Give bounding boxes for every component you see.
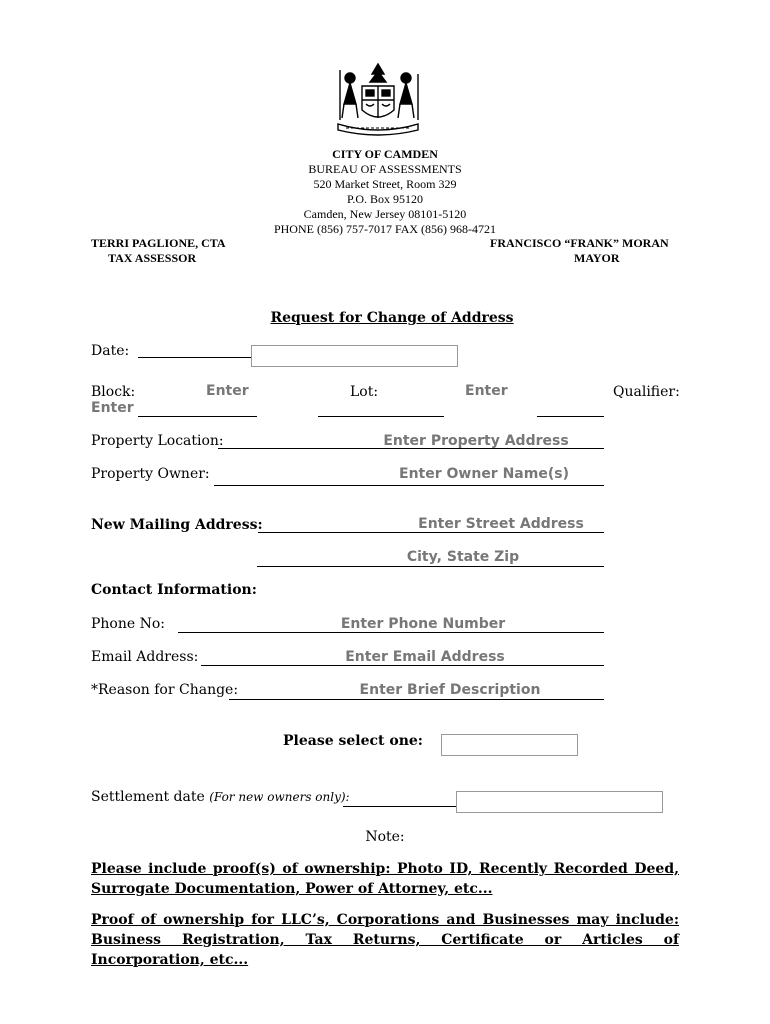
city-seal-image — [332, 60, 424, 136]
reason-input[interactable]: Enter Brief Description — [359, 682, 541, 698]
email-input[interactable]: Enter Email Address — [345, 649, 505, 665]
reason-underline — [229, 699, 604, 700]
city-state-zip-input[interactable]: City, State Zip — [406, 549, 520, 565]
property-owner-label: Property Owner: — [91, 466, 210, 482]
city-seal-icon — [332, 60, 424, 136]
note-proof-ownership: Please include proof(s) of ownership: Photo ID, Recently Recorded Deed, Surrogate Documentation, Power of Attorney, etc... — [91, 861, 679, 897]
mayor-title: MAYOR — [574, 251, 620, 265]
settlement-label — [91, 789, 350, 805]
phone-input[interactable]: Enter Phone Number — [340, 616, 506, 632]
block-label: Block: — [91, 384, 136, 400]
date-input[interactable] — [251, 345, 458, 367]
bureau-name: BUREAU OF ASSESSMENTS — [308, 162, 462, 176]
qualifier-label: Qualifier: — [613, 384, 680, 400]
settlement-note: (For new owners only): — [209, 790, 350, 804]
property-location-input[interactable]: Enter Property Address — [383, 433, 569, 449]
date-underline — [138, 357, 251, 358]
note-label: Note: — [365, 829, 405, 845]
street-input[interactable]: Enter Street Address — [418, 516, 584, 532]
email-label: Email Address: — [91, 649, 199, 665]
street-underline — [258, 532, 604, 533]
phone-label: Phone No: — [91, 616, 166, 632]
select-label: Please select one: — [283, 733, 423, 749]
city-name: CITY OF CAMDEN — [332, 147, 438, 161]
lot-label: Lot: — [350, 384, 379, 400]
settlement-underline — [343, 806, 456, 807]
assessor-name: TERRI PAGLIONE, CTA — [91, 236, 226, 250]
street-address: 520 Market Street, Room 329 — [313, 177, 457, 191]
reason-label: *Reason for Change: — [91, 682, 239, 698]
settlement-label-text: Settlement date — [91, 789, 205, 805]
select-dropdown[interactable] — [441, 734, 578, 756]
email-underline — [201, 665, 604, 666]
city-state-zip: Camden, New Jersey 08101-5120 — [303, 207, 467, 221]
block-underline — [138, 416, 257, 417]
property-owner-underline — [214, 485, 604, 486]
note-business-proof: Proof of ownership for LLC’s, Corporations and Businesses may include: Business Registration, Tax Returns, Certificate or Articles of Incorporation, etc... — [91, 912, 679, 968]
new-mailing-label: New Mailing Address: — [91, 517, 263, 533]
lot-underline — [318, 416, 444, 417]
contact-label: Contact Information: — [91, 582, 257, 598]
settlement-date-input[interactable] — [456, 791, 663, 813]
city-underline — [257, 566, 604, 567]
qualifier-input[interactable]: Enter — [91, 400, 134, 416]
phone-underline — [178, 632, 604, 633]
lot-input[interactable]: Enter — [465, 383, 508, 399]
property-owner-input[interactable]: Enter Owner Name(s) — [399, 466, 569, 482]
date-label: Date: — [91, 343, 130, 359]
property-location-label: Property Location: — [91, 433, 224, 449]
block-input[interactable]: Enter — [206, 383, 249, 399]
qualifier-underline — [537, 416, 604, 417]
form-title: Request for Change of Address — [270, 310, 514, 326]
phone-fax: PHONE (856) 757-7017 FAX (856) 968-4721 — [273, 222, 497, 236]
assessor-title: TAX ASSESSOR — [108, 251, 197, 265]
po-box: P.O. Box 95120 — [346, 192, 423, 206]
mayor-name: FRANCISCO “FRANK” MORAN — [490, 236, 669, 250]
